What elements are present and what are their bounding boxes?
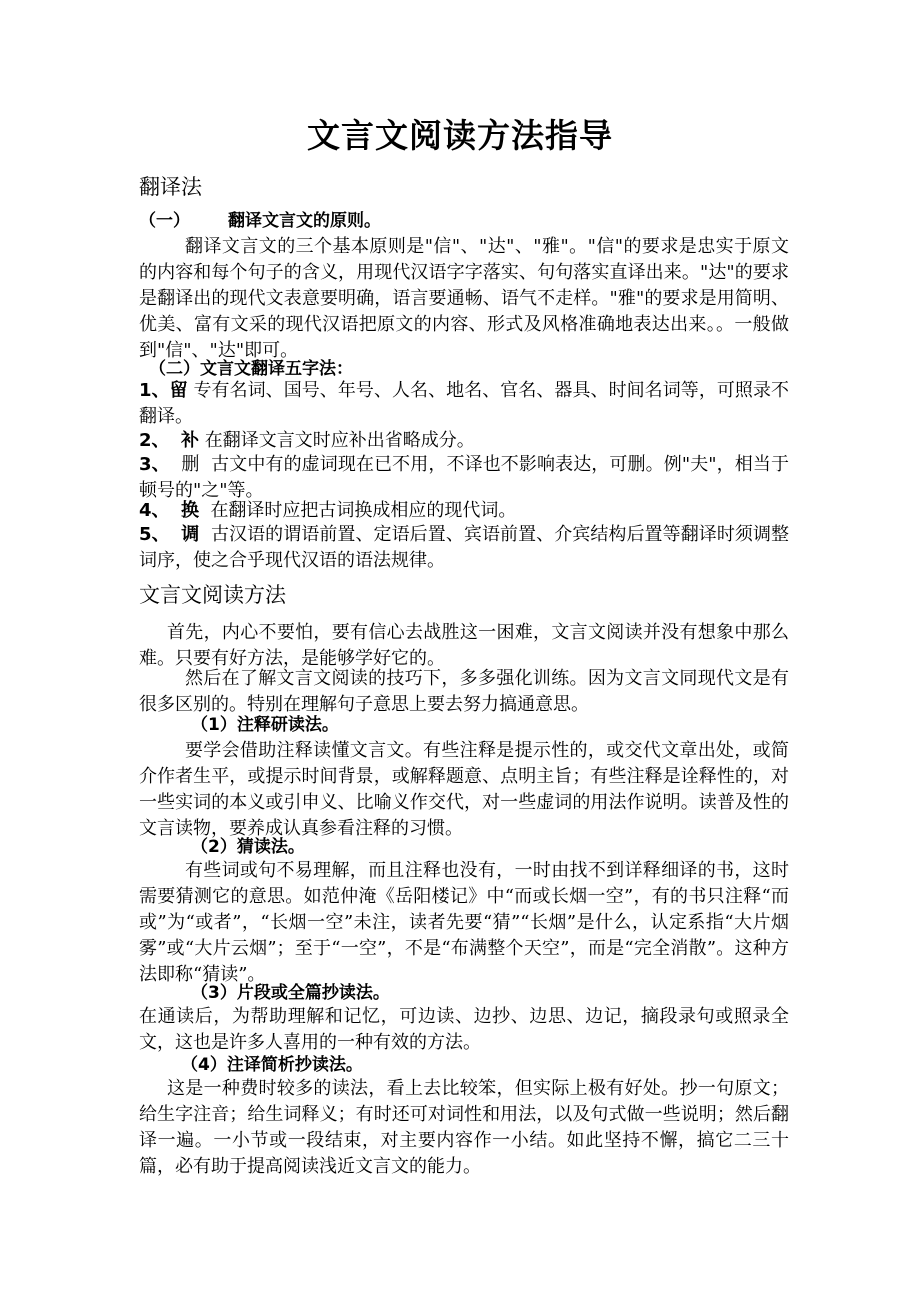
- subheading-number: （一）: [139, 211, 190, 231]
- method-heading-label: （4）注译简析抄读法。: [181, 1055, 363, 1075]
- rule-keyword: 换: [180, 500, 199, 521]
- rule-number: 1、: [139, 380, 170, 401]
- page-title: 文言文阅读方法指导: [307, 116, 613, 155]
- rule-number: 5、: [139, 524, 170, 545]
- rule-keyword: 调: [181, 524, 200, 545]
- method-paragraph-4: 这是一种费时较多的读法，看上去比较笨，但实际上极有好处。抄一句原文；给生字注音；给生词释义；有时还可对词性和用法，以及句式做一些说明；然后翻译一遍。一小节或一段结束，对主要内容作一小结。如此坚持不懈，搞它二三十篇，必有助于提高阅读浅近文言文的能力。: [139, 1078, 789, 1177]
- section-heading-reading-methods: 文言文阅读方法: [139, 583, 286, 607]
- rule-item: [139, 378, 789, 430]
- method-heading-3: [139, 980, 841, 1006]
- rule-item: [139, 522, 789, 574]
- rule-text: 古文中有的虚词现在已不用，不译也不影响表达，可删。例"夫"，相当于顿号的"之"等。: [139, 454, 789, 501]
- rule-keyword: 补: [180, 430, 199, 451]
- principles-paragraph: 翻译文言文的三个基本原则是"信"、"达"、"雅"。"信"的要求是忠实于原文的内容和每个句子的含义，用现代汉语字字落实、句句落实直译出来。"达"的要求是翻译出的现代文表意要明确，语言要通畅、语气不走样。"雅"的要求是用简明、优美、富有文采的现代汉语把原文的内容、形式及风格准确地表达出来。。一般做到"信"、"达"即可。: [139, 236, 789, 361]
- method-heading-4: [139, 1052, 831, 1078]
- method-heading-1: [139, 712, 841, 738]
- subheading-five-methods-label: （二）文言文翻译五字法：: [149, 359, 353, 379]
- method-heading-2: [139, 834, 841, 860]
- method-paragraph-3: 在通读后，为帮助理解和记忆，可边读、边抄、边思、边记，摘段录句或照录全文，这也是许多人喜用的一种有效的方法。: [139, 1006, 789, 1053]
- intro-paragraph-1: 首先，内心不要怕，要有信心去战胜这一困难，文言文阅读并没有想象中那么难。只要有好方法，是能够学好它的。: [139, 622, 789, 669]
- method-heading-label: （3）片段或全篇抄读法。: [191, 983, 390, 1003]
- rule-number: 3、: [139, 454, 170, 475]
- rule-text: 在翻译时应把古词换成相应的现代词。: [210, 500, 517, 521]
- method-heading-label: （2）猜读法。: [191, 837, 305, 857]
- rule-text: 古汉语的谓语前置、定语后置、宾语前置、介宾结构后置等翻译时须调整词序，使之合乎现代汉语的语法规律。: [139, 524, 790, 571]
- intro-paragraph-2: 然后在了解文言文阅读的技巧下，多多强化训练。因为文言文同现代文是有很多区别的。特别在理解句子意思上要去努力搞通意思。: [139, 668, 789, 715]
- rule-text: 在翻译文言文时应补出省略成分。: [204, 430, 475, 451]
- subheading-label: 翻译文言文的原则。: [228, 211, 381, 231]
- rule-text: 专有名词、国号、年号、人名、地名、官名、器具、时间名词等，可照录不翻译。: [139, 380, 790, 427]
- rule-item: [139, 498, 789, 524]
- rule-number: 2、: [139, 430, 170, 451]
- rule-keyword: 删: [181, 454, 200, 475]
- method-paragraph-1: 要学会借助注释读懂文言文。有些注释是提示性的，或交代文章出处，或简介作者生平，或提示时间背景，或解释题意、点明主旨；有些注释是诠释性的，对一些实词的本义或引申义、比喻义作交代，对一些虚词的用法作说明。读普及性的文言读物，要养成认真参看注释的习惯。: [139, 740, 789, 839]
- rule-item: [139, 428, 789, 454]
- rule-number: 4、: [139, 500, 170, 521]
- rule-item: [139, 452, 789, 504]
- method-heading-label: （1）注释研读法。: [191, 715, 339, 735]
- section-heading-translation: 翻译法: [139, 175, 202, 199]
- subheading-principles: [139, 208, 789, 234]
- rule-keyword: 留: [169, 380, 188, 401]
- method-paragraph-2: 有些词或句不易理解，而且注释也没有，一时由找不到详释细译的书，这时需要猜测它的意思。如范仲淹《岳阳楼记》中“而或长烟一空”，有的书只注释“而或”为“或者”，“长烟一空”未注，读者先要“猜”“长烟”是什么，认定系指“大片烟雾”或“大片云烟”；至于“一空”，不是“布满整个天空”，而是“完全消散”。这种方法即称“猜读”。: [139, 860, 789, 985]
